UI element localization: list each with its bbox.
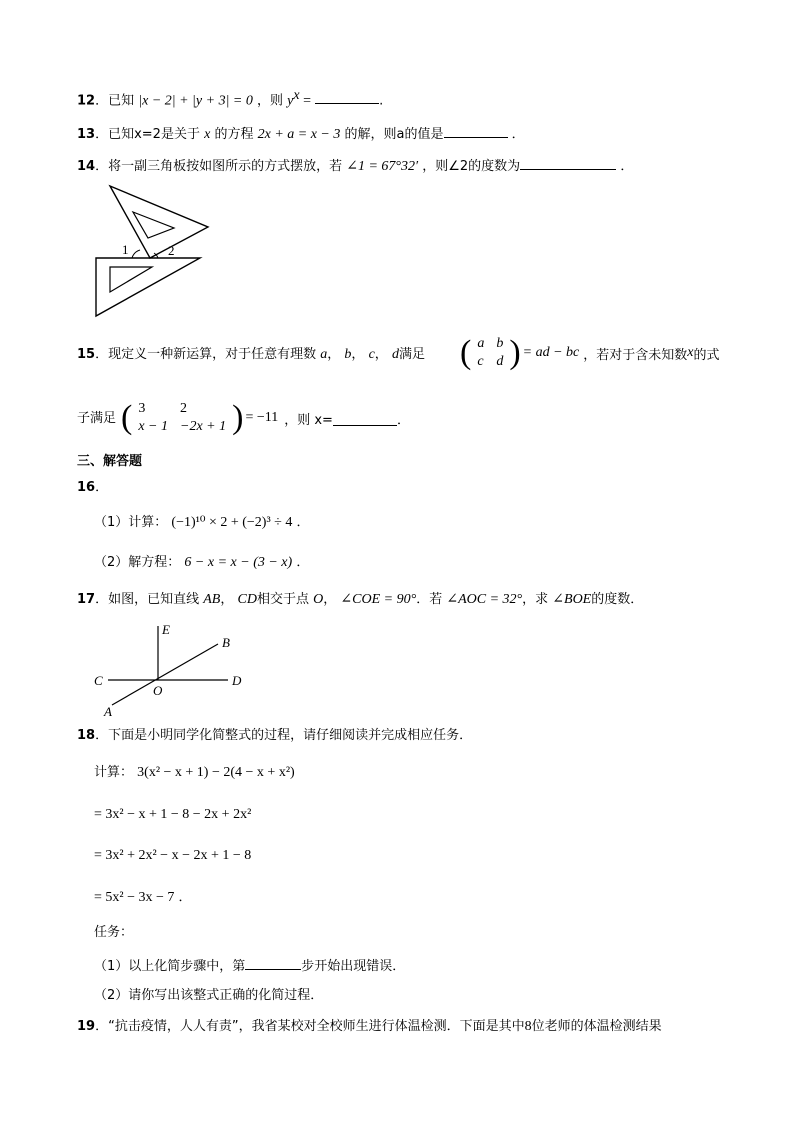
operation-definition: ( a b c d ) = ad − bc ，若对于含未知数 x 的式: [460, 334, 720, 371]
question-18: 18．下面是小明同学化简整式的过程，请仔细阅读并完成相应任务．: [77, 728, 473, 743]
upper-triangle-hole: [133, 212, 174, 238]
matrix-abcd: a b c d: [477, 336, 504, 369]
question-number: 18: [77, 728, 96, 743]
angle-1-label: 1: [122, 242, 129, 257]
question-number: 14: [77, 159, 96, 174]
question-16-part1: （1）计算： (−1)¹⁰ × 2 + (−2)³ ÷ 4 ．: [94, 515, 310, 530]
question-15-line2: 子满足: [77, 411, 117, 426]
line-ab: [112, 644, 218, 705]
question-number: 12: [77, 93, 96, 109]
question-19: 19．“抗击疫情，人人有责”，我省某校对全校师生进行体温检测．下面是其中8位老师的体温检测结果: [77, 1019, 662, 1034]
step-1: = 3x² − x + 1 − 8 − 2x + 2x²: [94, 807, 252, 822]
triangle-rulers-figure: [88, 184, 218, 320]
angle-1-arc: [132, 250, 140, 258]
math-expression: 6 − x = x − (3 − x): [184, 555, 293, 570]
question-number: 19: [77, 1019, 96, 1034]
intersecting-lines-figure: [90, 620, 250, 718]
question-12: 12．已知 |x − 2| + |y + 3| = 0 ，则 $y^x$ = .: [77, 88, 384, 109]
question-14: 14．将一副三角板按如图所示的方式摆放，若 ∠1 = 67°32′ ，则∠2的度数为 ．: [77, 155, 633, 177]
question-number: 15: [77, 347, 96, 362]
question-13: 13．已知x=2是关于 x 的方程 2x + a = x − 3 的解，则a的值是 ．: [77, 123, 525, 145]
answer-blank[interactable]: [245, 955, 301, 970]
step-2: = 3x² + 2x² − x − 2x + 1 − 8: [94, 848, 252, 863]
calc-line: 计算： 3(x² − x + 1) − 2(4 − x + x²): [94, 765, 295, 780]
task-1: （1）以上化简步骤中，第 步开始出现错误．: [94, 955, 405, 977]
matrix-x: 3 2 x − 1 −2x + 1: [138, 401, 227, 434]
point-a-label: A: [104, 704, 112, 718]
task-2: （2）请你写出该整式正确的化简过程．: [94, 988, 324, 1003]
question-17: 17．如图，已知直线 AB， CD相交于点 O， ∠COE = 90°．若 ∠AOC = 32°，求 ∠BOE的度数．: [77, 592, 644, 607]
answer-blank[interactable]: [315, 89, 379, 104]
point-d-label: D: [232, 673, 242, 688]
question-number: 13: [77, 127, 96, 142]
point-o-label: O: [153, 683, 163, 698]
step-3: = 5x² − 3x − 7 ．: [94, 890, 192, 905]
math-expression: |x − 2| + |y + 3| = 0: [138, 93, 253, 109]
section-title: 三、解答题: [77, 454, 143, 469]
point-c-label: C: [94, 673, 103, 688]
math-expression: (−1)¹⁰ × 2 + (−2)³ ÷ 4: [171, 515, 293, 530]
answer-blank[interactable]: [444, 123, 508, 138]
angle-2-label: 2: [168, 243, 175, 258]
question-16: 16．: [77, 480, 109, 495]
question-number: 16: [77, 480, 96, 495]
answer-blank[interactable]: [520, 155, 616, 170]
math-expression: 2x + a = x − 3: [257, 127, 341, 142]
question-16-part2: （2）解方程： 6 − x = x − (3 − x) ．: [94, 555, 310, 570]
question-number: 17: [77, 592, 96, 607]
answer-blank[interactable]: [333, 411, 397, 426]
math-expression: ∠1 = 67°32′: [346, 159, 419, 174]
task-label: 任务：: [94, 925, 134, 940]
point-b-label: B: [222, 635, 230, 650]
question-15: 15．现定义一种新运算，对于任意有理数 a， b， c， d满足: [77, 347, 425, 362]
equation-matrix: ( 3 2 x − 1 −2x + 1 ) = −11 ，则 x= ．: [121, 399, 410, 436]
math-expression: 3(x² − x + 1) − 2(4 − x + x²): [137, 765, 295, 780]
point-e-label: E: [162, 622, 170, 637]
